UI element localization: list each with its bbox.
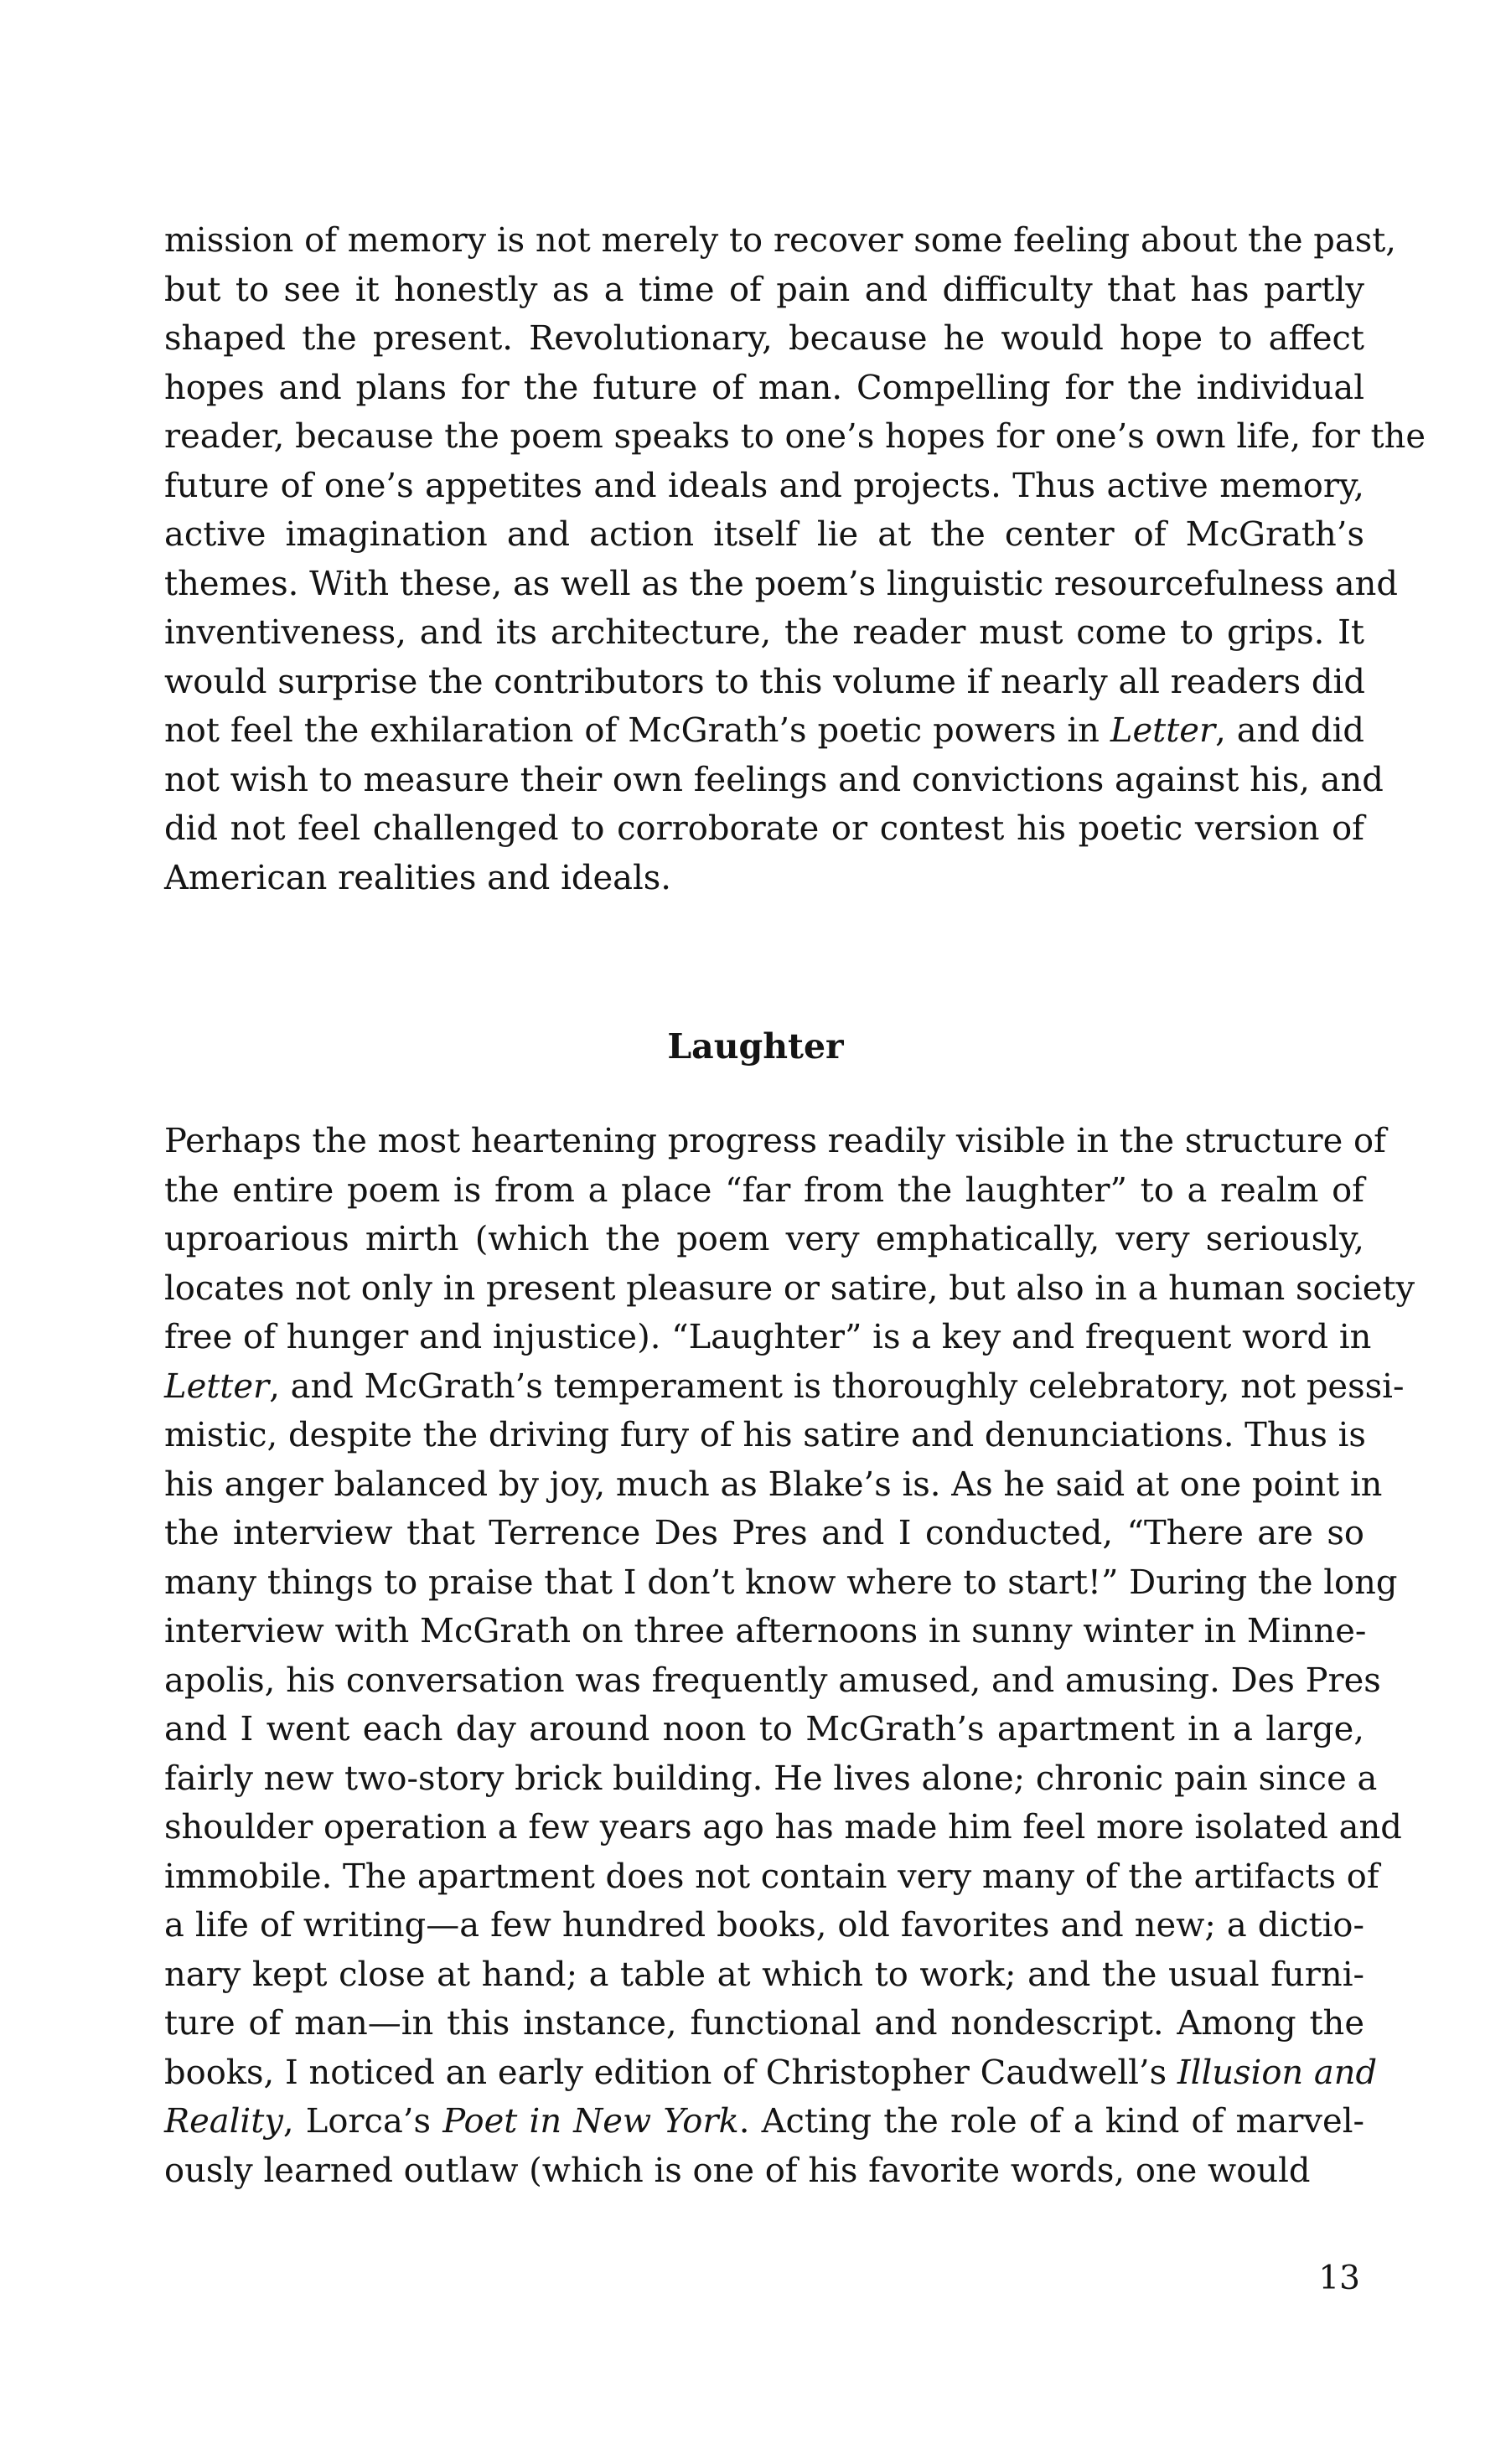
text-line: would surprise the contributors to this volume if nearly all readers did [164, 662, 1365, 701]
text-line: did not feel challenged to corroborate or contest his poetic version of [164, 809, 1364, 848]
italic-title: Reality [164, 2102, 283, 2141]
text-line: ture of man—in this instance, functional and nondescript. Among the [164, 2004, 1364, 2043]
text-line: ously learned outlaw (which is one of his favorite words, one would [164, 2151, 1311, 2190]
text-line: inventiveness, and its architecture, the reader must come to grips. It [164, 613, 1364, 652]
text-line: many things to praise that I don’t know where to start!” During the long [164, 1563, 1398, 1602]
italic-title: Poet in New York [442, 2102, 739, 2141]
text-line: interview with McGrath on three afternoons in sunny winter in Minne- [164, 1612, 1367, 1650]
body-paragraph-2 [164, 1117, 1415, 2195]
text-line: active imagination and action itself lie at the center of McGrath’s [164, 515, 1364, 554]
text-line: reader, because the poem speaks to one’s hopes for one’s own life, for the [164, 417, 1426, 456]
text-line: mission of memory is not merely to recover some feeling about the past, [164, 221, 1397, 260]
text-line: his anger balanced by joy, much as Blake’s is. As he said at one point in [164, 1464, 1383, 1504]
text-line: Letter, and McGrath’s temperament is thoroughly celebratory, not pessi- [164, 1366, 1405, 1406]
text-line: not feel the exhilaration of McGrath’s poetic powers in Letter, and did [164, 711, 1364, 750]
text-line: books, I noticed an early edition of Christopher Caudwell’s Illusion and [164, 2053, 1378, 2092]
text-line: a life of writing—a few hundred books, old favorites and new; a dictio- [164, 1906, 1364, 1945]
text-line: not wish to measure their own feelings and convictions against his, and [164, 760, 1384, 799]
text-line: shoulder operation a few years ago has made him feel more isolated and [164, 1808, 1402, 1847]
italic-title: Letter [1110, 711, 1216, 750]
text-line: locates not only in present pleasure or satire, but also in a human society [164, 1268, 1415, 1308]
text-line: apolis, his conversation was frequently amused, and amusing. Des Pres [164, 1661, 1381, 1700]
text-line: immobile. The apartment does not contain very many of the artifacts of [164, 1857, 1379, 1896]
text-line: the entire poem is from a place “far from the laughter” to a realm of [164, 1170, 1364, 1210]
text-line: hopes and plans for the future of man. Compelling for the individual [164, 368, 1364, 407]
text-line: fairly new two-story brick building. He lives alone; chronic pain since a [164, 1759, 1378, 1798]
italic-title: Illusion and [1177, 2053, 1378, 2092]
text-line: Perhaps the most heartening progress readily visible in the structure of [164, 1122, 1386, 1160]
text-line: the interview that Terrence Des Pres and I conducted, “There are so [164, 1514, 1364, 1552]
section-heading: Laughter [667, 1026, 844, 1067]
text-line: themes. With these, as well as the poem’s linguistic resourcefulness and [164, 564, 1398, 603]
text-line: shaped the present. Revolutionary, because he would hope to affect [164, 319, 1364, 358]
text-line: mistic, despite the driving fury of his satire and denunciations. Thus is [164, 1416, 1366, 1454]
text-line: and I went each day around noon to McGrath’s apartment in a large, [164, 1710, 1364, 1749]
body-paragraph-1 [164, 216, 1426, 902]
text-line: Reality, Lorca’s Poet in New York. Acting the role of a kind of marvel- [164, 2102, 1365, 2141]
text-line: free of hunger and injustice). “Laughter” is a key and frequent word in [164, 1318, 1372, 1356]
text-line: nary kept close at hand; a table at which to work; and the usual furni- [164, 1955, 1364, 1994]
italic-title: Letter [164, 1366, 270, 1406]
text-line: American realities and ideals. [164, 858, 672, 897]
text-line: future of one’s appetites and ideals and projects. Thus active memory, [164, 466, 1364, 505]
page-number: 13 [1318, 2260, 1360, 2297]
text-line: but to see it honestly as a time of pain and difficulty that has partly [164, 270, 1364, 309]
text-line: uproarious mirth (which the poem very emphatically, very seriously, [164, 1220, 1364, 1258]
